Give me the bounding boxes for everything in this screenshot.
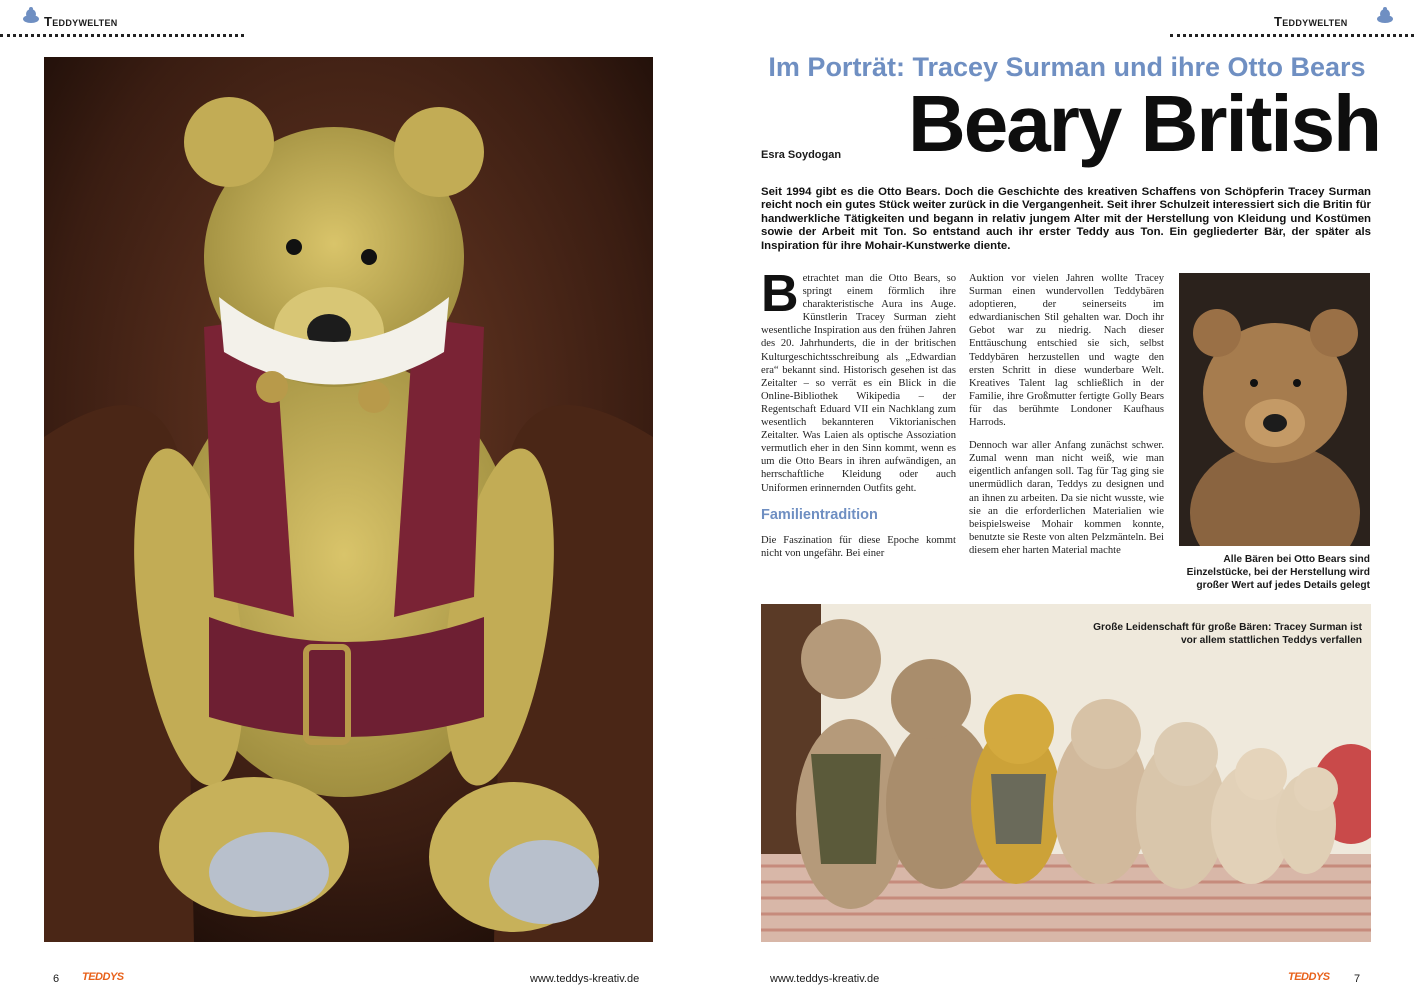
article-title: Beary British <box>908 79 1380 168</box>
column-2-paragraph-2: Dennoch war aller Anfang zunächst schwer. Zumal wenn man nicht weiß, wie man eigentlich anfangen soll. Tag für Tag ging sie unermüdlich daran, Teddys zu designen und an ihnen zu arbeiten. Da sie nicht wusste, wie sie an die erforderlichen Materialien wie beispielsweise Mohair kommen konnte, benutzte sie Reste von alten Pelzmänteln. Bei diesem eher harten Material machte <box>969 440 1164 556</box>
author-byline: Esra Soydogan <box>761 149 842 161</box>
small-photo-caption: Alle Bären bei Otto Bears sind Einzelstücke, bei der Herstellung wird großer Wert auf jedes Details gelegt <box>1186 554 1370 592</box>
dotted-rule-left <box>0 34 244 37</box>
article-kicker: Im Porträt: Tracey Surman und ihre Otto Bears <box>768 52 1366 82</box>
page-number-right: 7 <box>1354 973 1361 985</box>
website-url-left[interactable]: www.teddys-kreativ.de <box>530 973 640 985</box>
column-1-paragraph-1: Betrachtet man die Otto Bears, so springt einem förmlich ihre charakteristische Aura ins Auge. Künstlerin Tracey Surman zieht wesentliche Inspiration aus den frühen Jahren des 20. Jahrhunderts, die in der britischen Kulturgeschichtsschreibung als „Edwardian era“ bekannt sind. Historisch gesehen ist das Zeitalter – so verrät es ein Blick in die Online-Bibliothek Wikipedia – der Regentschaft Eduard VII ein Nachklang zum wesentlich bekannteren Viktorianischen Zeitalter. Was Laien als optische Assoziation vermutlich eher in den Sinn kommt, wenn es um die Otto Bears in ihren aufwändigen, an herrschaftliche Kleidung oder auch Uniformen erinnernden Outfits geht. <box>761 265 956 494</box>
running-head-right: Teddywelten <box>1274 14 1348 29</box>
drop-cap: B <box>761 265 799 323</box>
column-2-paragraph-1: Auktion vor vielen Jahren wollte Tracey Surman einen wundervollen Teddybären adoptieren, der seinerseits im edwardianischen Stil gehalten war. Doch ihr Gebot war zu niedrig. Nach dieser Enttäuschung entschied sie sich, selbst Teddybären herzustellen und wagte den ersten Schritt in diese wunderbare Welt. Kreatives Talent lag schließlich in der Familie, ihre Großmutter fertigte Golly Bears für das berühmte Londoner Kaufhaus Harrods. <box>969 273 1164 429</box>
page-number-left: 6 <box>53 973 60 985</box>
body-column-1 <box>761 265 956 570</box>
running-head-left: Teddywelten <box>44 14 118 29</box>
website-url-right[interactable]: www.teddys-kreativ.de <box>770 973 880 985</box>
teddy-hat-icon-right <box>1376 6 1394 24</box>
teddy-hat-icon-left <box>22 6 40 24</box>
group-photo-caption: Große Leidenschaft für große Bären: Tracey Surman ist vor allem stattlichen Teddys verfallen <box>1093 622 1362 647</box>
teddys-kreativ-logo-left: TEDDYS <box>82 971 124 983</box>
lead-paragraph: Seit 1994 gibt es die Otto Bears. Doch die Geschichte des kreativen Schaffens von Schöpferin Tracey Surman reicht noch ein gutes Stück weiter zurück in die Vergangenheit. Seit ihrer Schulzeit interessiert sich die Britin für handwerkliche Tätigkeiten und begann in relativ jungem Alter mit der Herstellung von Kleidung und Kostümen sowie der Arbeit mit Ton. So entstand auch ihr erster Teddy aus Ton. Ein gegliederter Bär, der später als Inspiration für ihre Mohair-Kunstwerke diente. <box>761 186 1371 252</box>
dotted-rule-right <box>1170 34 1414 37</box>
body-column-2 <box>969 272 1164 567</box>
small-teddy-photo <box>1179 273 1370 546</box>
subheading-familientradition: Familientradition <box>761 506 878 523</box>
column-1-paragraph-2: Die Faszination für diese Epoche kommt nicht von ungefähr. Bei einer <box>761 534 956 559</box>
large-teddy-photo <box>44 57 653 942</box>
group-teddy-photo <box>761 604 1371 942</box>
teddys-kreativ-logo-right: TEDDYS <box>1288 971 1330 983</box>
